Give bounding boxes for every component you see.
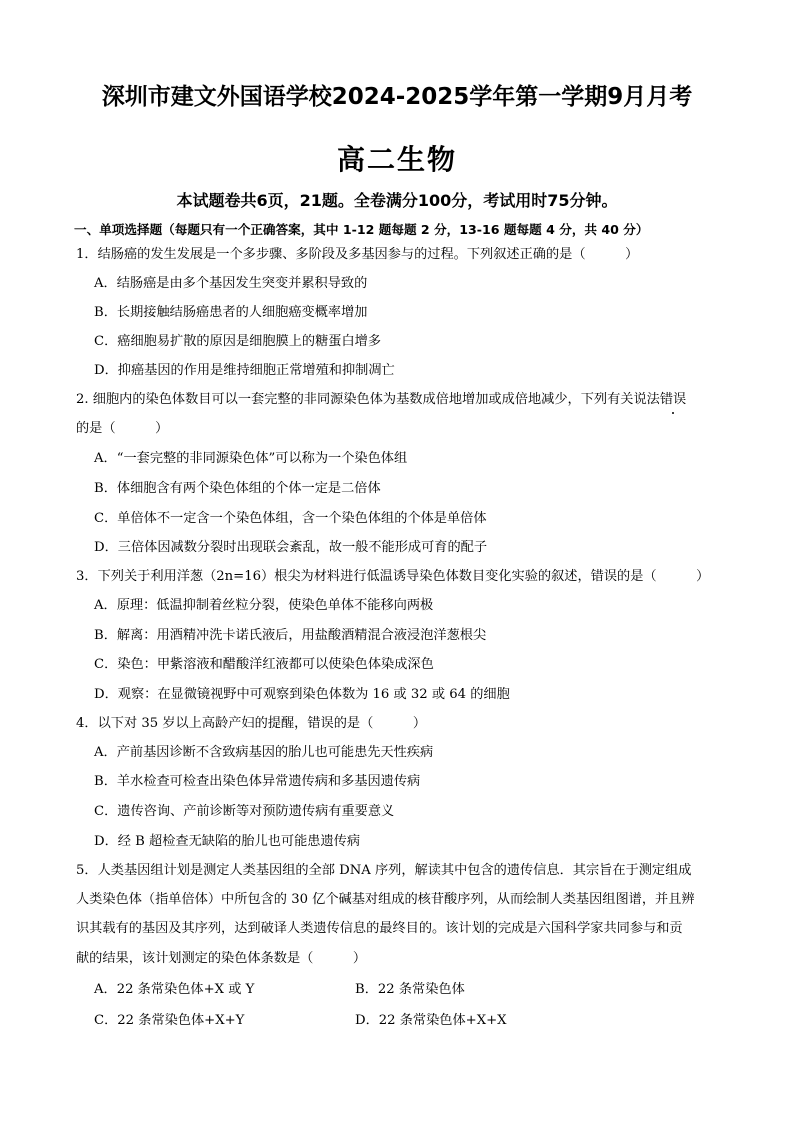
question-2-emphasis: 错误 [659, 392, 687, 407]
question-5-stem-line2: 人类染色体（指单倍体）中所包含的 30 亿个碱基对组成的核苷酸序列，从而绘制人类基因组图谱，并且辨 [76, 892, 695, 907]
question-1-option-c: C．癌细胞易扩散的原因是细胞膜上的糖蛋白增多 [94, 334, 382, 349]
question-4-option-b: B．羊水检查可检查出染色体异常遗传病和多基因遗传病 [94, 774, 421, 789]
question-4-stem: 4．以下对 35 岁以上高龄产妇的提醒，错误的是（ ） [76, 716, 427, 731]
question-1-option-d: D．抑癌基因的作用是维持细胞正常增殖和抑制凋亡 [94, 363, 395, 378]
question-2-stem [76, 391, 686, 409]
subject-title: 高二生物 [336, 143, 457, 176]
question-5-option-b: B．22 条常染色体 [355, 982, 465, 997]
question-3-option-d: D．观察：在显微镜视野中可观察到染色体数为 16 或 32 或 64 的细胞 [94, 687, 510, 702]
question-2-stem-line2: 的是（ ） [76, 421, 169, 436]
school-title: 深圳市建文外国语学校2024-2025学年第一学期9月月考 [101, 84, 693, 110]
question-4-option-d: D．经 B 超检查无缺陷的胎儿也可能患遗传病 [94, 834, 361, 849]
question-5-stem-line1: 5．人类基因组计划是测定人类基因组的全部 DNA 序列，解读其中包含的遗传信息．其宗旨在于测定组成 [76, 863, 692, 878]
exam-info: 本试题卷共6页，21题。全卷满分100分，考试用时75分钟。 [176, 191, 618, 210]
question-2-option-b: B．体细胞含有两个染色体组的个体一定是二倍体 [94, 481, 381, 496]
section-heading: 一、单项选择题（每题只有一个正确答案，其中 1-12 题每题 2 分，13-16 题每题 4 分，共 40 分） [74, 222, 649, 237]
question-1-option-a: A．结肠癌是由多个基因发生突变并累积导致的 [94, 276, 368, 291]
question-5-option-c: C．22 条常染色体+X+Y [94, 1013, 245, 1028]
question-2-option-a: A．“一套完整的非同源染色体”可以称为一个染色体组 [94, 451, 408, 466]
question-4-option-c: C．遗传咨询、产前诊断等对预防遗传病有重要意义 [94, 804, 395, 819]
question-2-option-d: D．三倍体因减数分裂时出现联会紊乱，故一般不能形成可育的配子 [94, 540, 488, 555]
question-3-option-c: C．染色：甲紫溶液和醋酸洋红液都可以使染色体染成深色 [94, 657, 434, 672]
question-5-stem-line3: 识其载有的基因及其序列，达到破译人类遗传信息的最终目的。该计划的完成是六国科学家共同参与和贡 [76, 921, 683, 936]
question-5-option-a: A．22 条常染色体+X 或 Y [94, 982, 255, 997]
question-4-option-a: A．产前基因诊断不含致病基因的胎儿也可能患先天性疾病 [94, 745, 434, 760]
question-3-stem: 3．下列关于利用洋葱（2n=16）根尖为材料进行低温诱导染色体数目变化实验的叙述，错误的是（ ） [76, 569, 710, 584]
question-3-option-b: B．解离：用酒精冲洗卡诺氏液后，用盐酸酒精混合液浸泡洋葱根尖 [94, 628, 487, 643]
question-2-option-c: C．单倍体不一定含一个染色体组，含一个染色体组的个体是单倍体 [94, 511, 487, 526]
question-5-option-d: D．22 条常染色体+X+X [355, 1013, 507, 1028]
question-3-option-a: A．原理：低温抑制着丝粒分裂，使染色单体不能移向两极 [94, 598, 434, 613]
question-1-stem: 1．结肠癌的发生发展是一个多步骤、多阶段及多基因参与的过程。下列叙述正确的是（ ） [76, 247, 639, 262]
question-5-stem-line4: 献的结果，该计划测定的染色体条数是（ ） [76, 951, 367, 966]
question-2-stem-text: 2. 细胞内的染色体数目可以一套完整的非同源染色体为基数成倍地增加或成倍地减少，下列有关说法 [76, 392, 660, 407]
question-1-option-b: B．长期接触结肠癌患者的人细胞癌变概率增加 [94, 305, 368, 320]
